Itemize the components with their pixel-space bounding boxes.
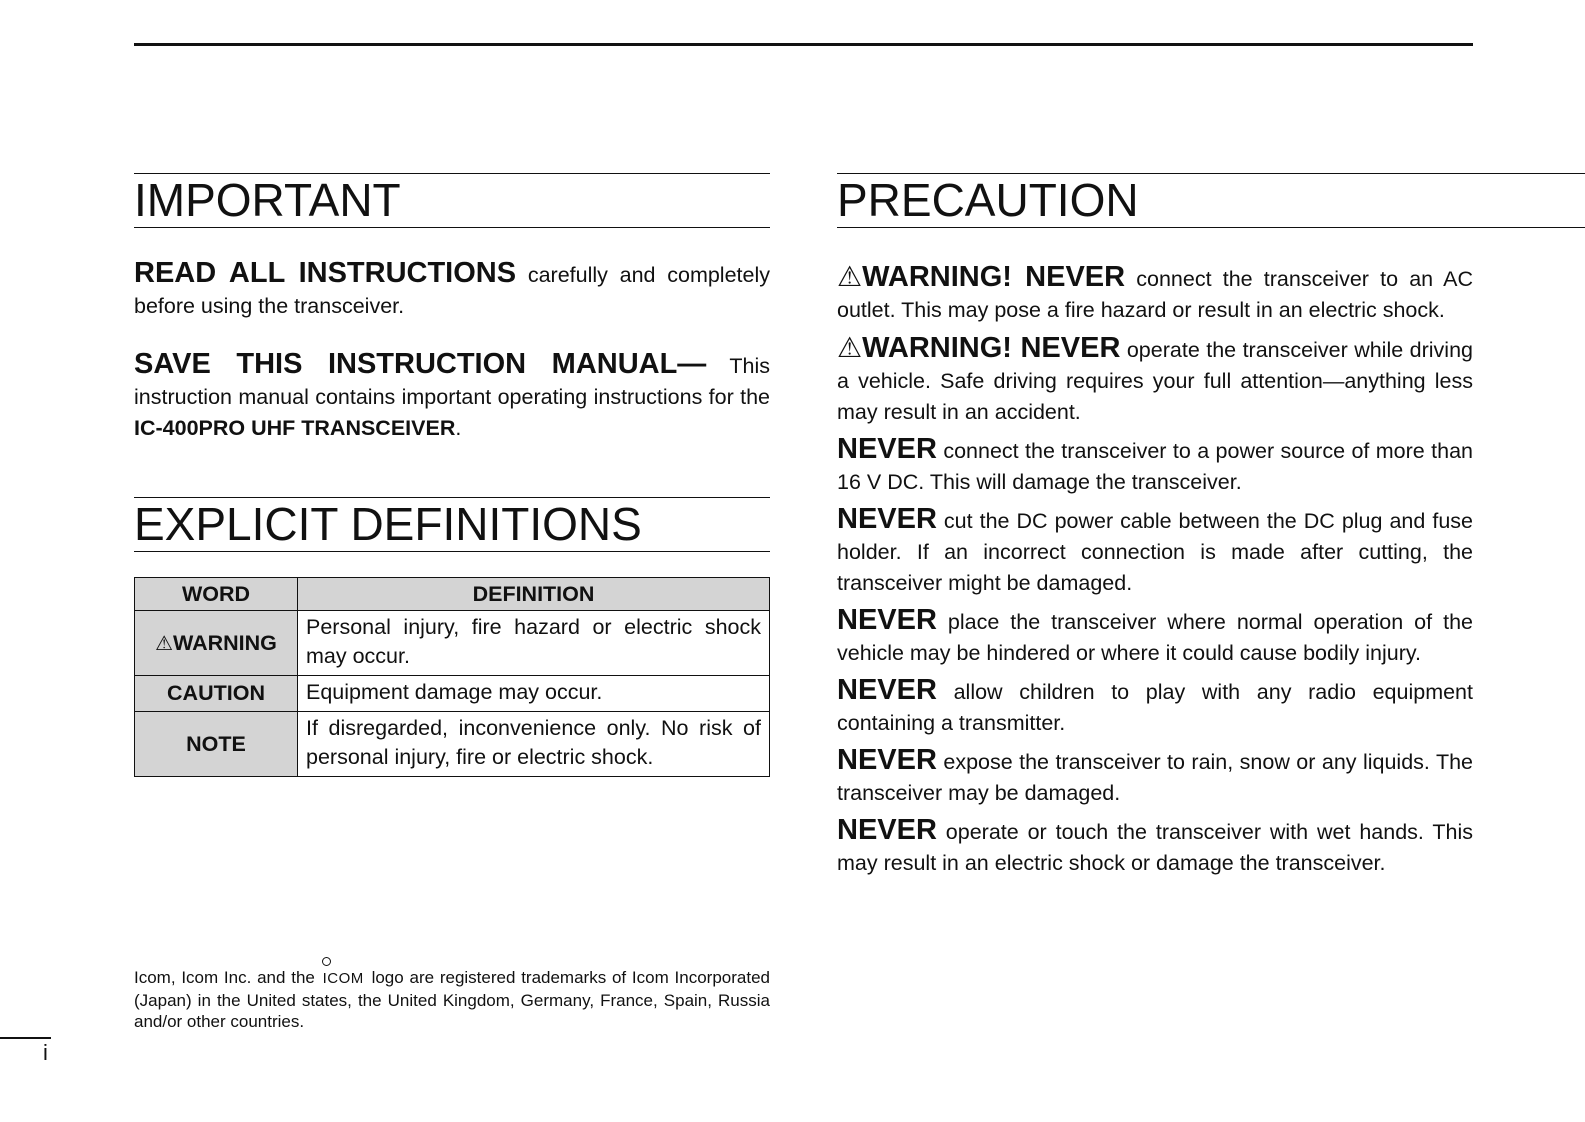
precaution-item <box>837 745 1473 809</box>
icom-logo <box>321 968 366 990</box>
precaution-item <box>837 504 1473 599</box>
save-manual-text-2: . <box>455 416 462 440</box>
table-header-row <box>135 578 770 611</box>
precaution-text: connect the transceiver to an AC outlet. This may pose a fire hazard or result in an electric shock. <box>837 267 1473 322</box>
warning-triangle-icon: ⚠ <box>837 261 863 292</box>
definitions-table <box>134 577 770 777</box>
precaution-text: operate the transceiver while driving a vehicle. Safe driving requires your full attention—anything less may result in an accident. <box>837 338 1473 424</box>
definition-cell: If disregarded, inconvenience only. No risk of personal injury, fire or electric shock. <box>298 712 770 777</box>
page-number-rule <box>0 1037 51 1039</box>
precaution-item <box>837 261 1473 326</box>
precaution-text: cut the DC power cable between the DC plug and fuse holder. If an incorrect connection is made after cutting, the transceiver might be damaged. <box>837 509 1473 595</box>
definitions-heading: EXPLICIT DEFINITIONS <box>134 497 770 552</box>
right-column <box>837 173 1473 879</box>
precaution-item <box>837 815 1473 879</box>
precaution-lead: NEVER <box>837 814 937 846</box>
precaution-lead: WARNING! NEVER <box>862 332 1121 364</box>
save-manual-lead: SAVE THIS INSTRUCTION MANUAL— <box>134 348 707 380</box>
precaution-text: operate or touch the transceiver with wet hands. This may result in an electric shock or damage the transceiver. <box>837 820 1473 875</box>
word-cell-caution: CAUTION <box>135 676 298 712</box>
precaution-item <box>837 605 1473 669</box>
read-instructions-paragraph <box>134 258 770 322</box>
save-manual-text-1: This instruction manual contains important operating instructions for the <box>134 354 770 409</box>
column-header-word: WORD <box>135 578 298 611</box>
table-row <box>135 611 770 676</box>
word-label: WARNING <box>173 630 277 655</box>
important-heading: IMPORTANT <box>134 173 770 228</box>
definition-cell: Equipment damage may occur. <box>298 676 770 712</box>
precaution-text: allow children to play with any radio equipment containing a transmitter. <box>837 680 1473 735</box>
save-manual-paragraph <box>134 349 770 444</box>
column-header-definition: DEFINITION <box>298 578 770 611</box>
precaution-item <box>837 675 1473 739</box>
read-instructions-text: carefully and completely before using the transceiver. <box>134 263 770 318</box>
precaution-item <box>837 332 1473 428</box>
word-cell-note: NOTE <box>135 712 298 777</box>
table-row <box>135 676 770 712</box>
precaution-text: connect the transceiver to a power source of more than 16 V DC. This will damage the transceiver. <box>837 439 1473 494</box>
read-instructions-lead: READ ALL INSTRUCTIONS <box>134 257 517 289</box>
precaution-lead: WARNING! NEVER <box>862 261 1126 293</box>
precaution-heading: PRECAUTION <box>837 173 1585 228</box>
page-number: i <box>43 1040 48 1065</box>
precaution-lead: NEVER <box>837 433 937 465</box>
warning-triangle-icon: ⚠ <box>837 332 863 363</box>
precaution-text: place the transceiver where normal operation of the vehicle may be hindered or where it could cause bodily injury. <box>837 610 1473 665</box>
footnote-text-2: logo are registered trademarks of Icom Incorporated (Japan) in the United states, the United Kingdom, Germany, France, Spain, Russia and/or other countries. <box>134 968 770 1031</box>
trademark-footnote <box>134 967 770 1033</box>
precaution-item <box>837 434 1473 498</box>
footnote-text-1: Icom, Icom Inc. and the <box>134 968 321 987</box>
precaution-lead: NEVER <box>837 744 937 776</box>
precaution-lead: NEVER <box>837 674 937 706</box>
precaution-lead: NEVER <box>837 503 937 535</box>
icom-logo-text: ICOM <box>322 970 364 987</box>
precaution-text: expose the transceiver to rain, snow or any liquids. The transceiver may be damaged. <box>837 750 1473 805</box>
precaution-lead: NEVER <box>837 604 937 636</box>
top-rule <box>134 43 1473 46</box>
left-column <box>134 173 770 777</box>
warning-triangle-icon: ⚠ <box>155 632 173 655</box>
word-cell-warning <box>135 611 298 676</box>
table-row <box>135 712 770 777</box>
definition-cell: Personal injury, fire hazard or electric shock may occur. <box>298 611 770 676</box>
product-name: IC-400PRO UHF TRANSCEIVER <box>134 416 456 440</box>
icom-logo-dot-icon <box>322 957 331 966</box>
